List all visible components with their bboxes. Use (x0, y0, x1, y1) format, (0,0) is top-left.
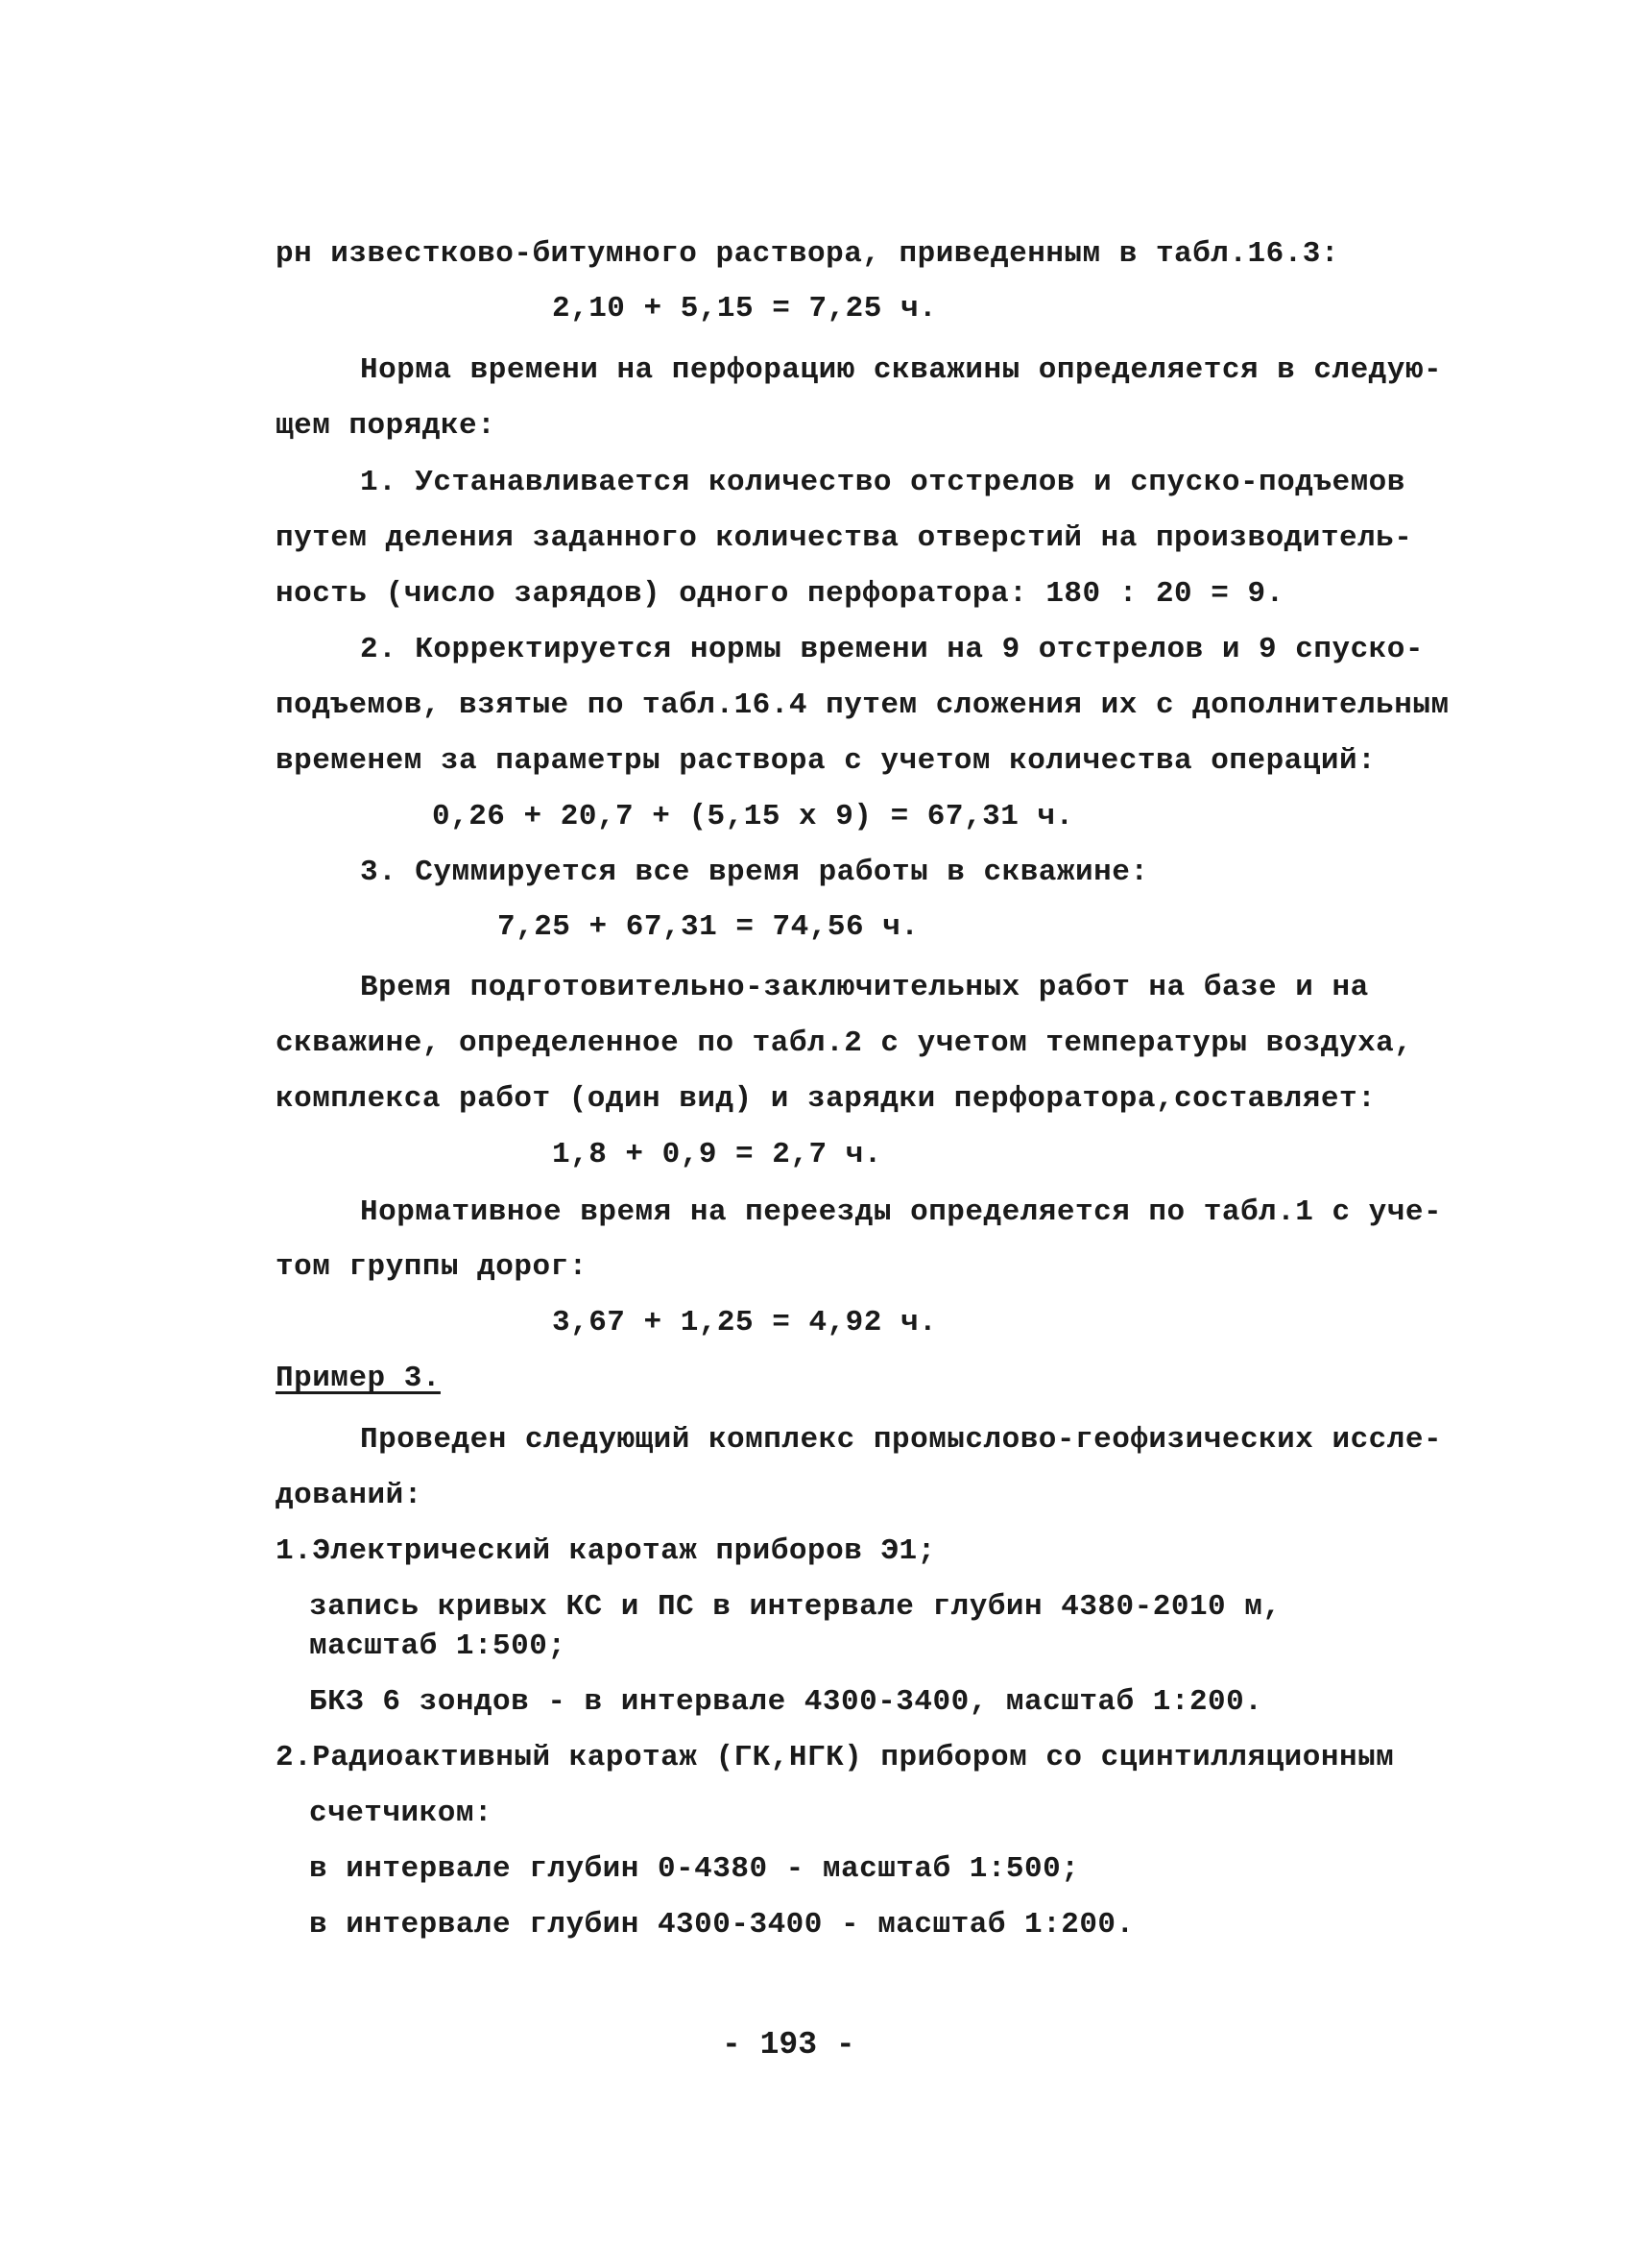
text-line-10: 3. Суммируется все время работы в скважине: (360, 856, 1149, 889)
formula-line-5: 3,67 + 1,25 = 4,92 ч. (552, 1306, 938, 1339)
formula-line-2: 0,26 + 20,7 + (5,15 x 9) = 67,31 ч. (432, 800, 1074, 833)
text-line-11: Время подготовительно-заключительных работ на базе и на (360, 971, 1369, 1004)
text-line-4: 1. Устанавливается количество отстрелов и спуско-подъемов (360, 466, 1405, 499)
text-line-8: подъемов, взятые по табл.16.4 путем сложения их с дополнительным (276, 688, 1450, 722)
list-item-1: 1.Электрический каротаж приборов Э1; (276, 1534, 936, 1568)
text-line-9: временем за параметры раствора с учетом количества операций: (276, 744, 1377, 778)
formula-line-3: 7,25 + 67,31 = 74,56 ч. (497, 910, 920, 944)
text-line-15: том группы дорог: (276, 1250, 588, 1284)
text-line-2: Норма времени на перфорацию скважины определяется в следую- (360, 353, 1443, 387)
formula-line-1: 2,10 + 5,15 = 7,25 ч. (552, 292, 938, 326)
page-number: - 193 - (722, 2027, 855, 2063)
text-line-12: скважине, определенное по табл.2 с учетом температуры воздуха, (276, 1026, 1413, 1060)
list-item-2-continued: счетчиком: (309, 1797, 493, 1830)
list-item-2: 2.Радиоактивный каротаж (ГК,НГК) прибором со сцинтилляционным (276, 1741, 1395, 1774)
list-subitem-3: в интервале глубин 0-4380 - масштаб 1:500; (309, 1852, 1080, 1886)
example-heading: Пример 3. (276, 1362, 441, 1395)
text-line-13: комплекса работ (один вид) и зарядки перфоратора,составляет: (276, 1082, 1377, 1116)
text-line-3: щем порядке: (276, 409, 496, 443)
text-line-17: дований: (276, 1479, 422, 1512)
list-subitem-1-continued: масштаб 1:500; (309, 1629, 566, 1663)
list-subitem-2: БКЗ 6 зондов - в интервале 4300-3400, масштаб 1:200. (309, 1685, 1263, 1719)
text-line-14: Нормативное время на переезды определяется по табл.1 с уче- (360, 1195, 1443, 1229)
text-line-6: ность (число зарядов) одного перфоратора: 180 : 20 = 9. (276, 577, 1284, 611)
list-subitem-4: в интервале глубин 4300-3400 - масштаб 1:200. (309, 1908, 1135, 1942)
formula-line-4: 1,8 + 0,9 = 2,7 ч. (552, 1138, 882, 1171)
text-line-16: Проведен следующий комплекс промыслово-геофизических иссле- (360, 1423, 1443, 1457)
text-line-5: путем деления заданного количества отверстий на производитель- (276, 521, 1413, 555)
list-subitem-1: запись кривых КС и ПС в интервале глубин 4380-2010 м, (309, 1590, 1282, 1624)
text-line-7: 2. Корректируется нормы времени на 9 отстрелов и 9 спуско- (360, 633, 1424, 666)
text-line-1: рн известково-битумного раствора, приведенным в табл.16.3: (276, 237, 1339, 271)
